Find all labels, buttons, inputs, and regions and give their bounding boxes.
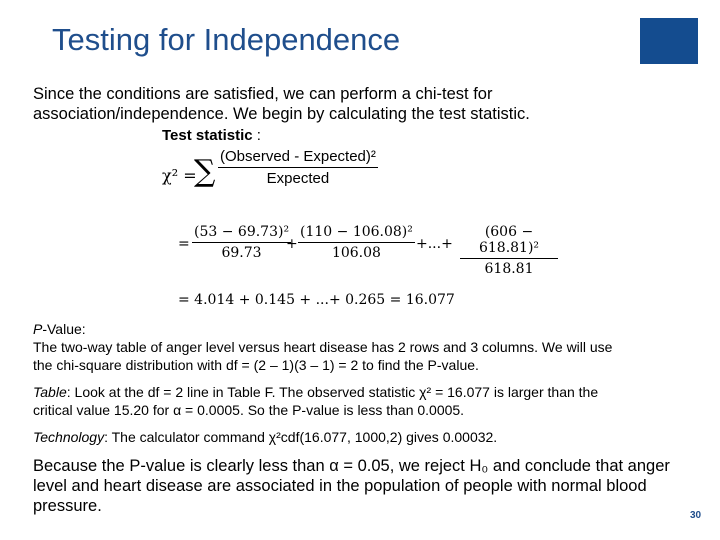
table-text: : Look at the df = 2 line in Table F. The observed statistic χ² = 16.077 is larger than the critical value 15.20 for α = 0.0005. So the P-value is less than 0.0005.	[33, 384, 599, 418]
plus-ellipsis: +...+	[416, 236, 453, 252]
test-statistic-colon: :	[252, 127, 261, 144]
formula-fraction	[218, 148, 378, 187]
chi-square-expansion	[178, 224, 558, 277]
formula-numerator: (Observed - Expected)²	[220, 148, 376, 165]
sigma-symbol: ∑	[194, 154, 216, 189]
formula-fraction-bar	[218, 167, 378, 168]
conclusion-text: Because the P-value is clearly less than α = 0.05, we reject H₀ and conclude that anger level and heart disease are associated in the population of people with normal blood pressure.	[33, 457, 670, 515]
pvalue-text: The two-way table of anger level versus heart disease has 2 rows and 3 columns. We will use the chi-square distribution with df = (2 – 1)(3 – 1) = 2 to find the P-value.	[33, 339, 613, 373]
plus-sign: +	[286, 236, 298, 252]
term-1-numerator: (53 − 69.73)²	[194, 224, 290, 240]
technology-section	[33, 428, 633, 446]
table-label: Table	[33, 384, 67, 400]
formula-denominator: Expected	[266, 170, 330, 187]
term-3	[460, 224, 558, 277]
term-1	[192, 224, 291, 261]
intro-text: Since the conditions are satisfied, we can perform a chi-test for association/independence. We begin by calculating the test statistic.	[33, 85, 530, 123]
term-2-bar	[298, 242, 415, 243]
table-section	[33, 383, 633, 419]
term-1-denominator: 69.73	[221, 245, 262, 261]
pvalue-section	[33, 320, 633, 374]
technology-label: Technology	[33, 429, 105, 445]
chi-square-lhs: χ² =	[162, 166, 197, 185]
term-3-bar	[460, 258, 558, 259]
page-number: 30	[690, 510, 702, 521]
corner-decoration	[640, 18, 698, 64]
pvalue-heading	[33, 320, 633, 338]
chi-square-result: = 4.014 + 0.145 + ...+ 0.265 = 16.077	[178, 292, 455, 308]
test-statistic-label	[162, 127, 261, 144]
term-2-denominator: 106.08	[331, 245, 381, 261]
term-2	[298, 224, 415, 261]
pvalue-heading-italic: P	[33, 321, 43, 337]
term-1-bar	[192, 242, 291, 243]
term-3-denominator: 618.81	[484, 261, 534, 277]
chi-square-formula	[160, 148, 560, 208]
pvalue-heading-rest: -Value:	[42, 321, 86, 337]
technology-text: : The calculator command χ²cdf(16.077, 1000,2) gives 0.00032.	[104, 429, 498, 445]
term-2-numerator: (110 − 106.08)²	[300, 224, 413, 240]
slide-title: Testing for Independence	[52, 22, 401, 57]
expansion-equals: =	[178, 236, 190, 252]
test-statistic-label-bold: Test statistic	[162, 127, 253, 144]
term-3-numerator: (606 − 618.81)²	[478, 224, 540, 256]
